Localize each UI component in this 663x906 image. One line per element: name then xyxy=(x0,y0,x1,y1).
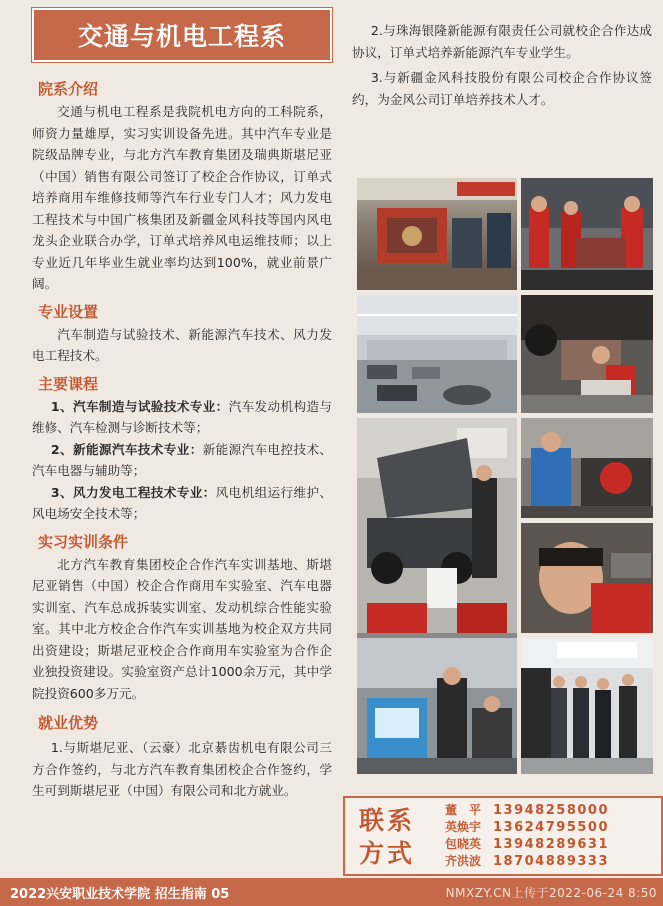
training-text: 北方汽车教育集团校企合作汽车实训基地、斯堪尼亚销售（中国）校企合作商用车实验室、汽车电器实训室、汽车总成拆装实训室、发动机综合性能实验室。其中北方校企合作汽车实训基地为校企双方共同出资建设；斯堪尼亚校企合作商用车实验室为合作企业独投资建设。实验室资产总计1000余万元，其中学院投资600多万元。 xyxy=(32,556,332,701)
course-item: 3、风力发电工程技术专业：风电机组运行维护、风电场安全技术等； xyxy=(32,484,332,521)
intro-text: 交通与机电工程系是我院机电方向的工科院系，师资力量雄厚，实习实训设备先进。其中汽车专业是院级品牌专业，与北方汽车教育集团及瑞典斯堪尼亚（中国）销售有限公司签订了校企合作协议，订单式培养商用车维修技师等汽车行业专门人才；风力发电工程技术与中国广核集团及新疆金风科技等国内风电龙头企业联合办学，订单式培养风电运维技师；以上专业近几年毕业生就业率均达到100%，就业前景广阔。 xyxy=(32,104,332,291)
photo-engine-workshop xyxy=(357,178,517,290)
contact-row: 齐洪波 18704889333 xyxy=(445,854,609,869)
photo-training-hall xyxy=(357,295,517,413)
contact-row: 包晓英 13948289631 xyxy=(445,837,609,852)
right-text-column xyxy=(352,20,652,110)
course-item: 2、新能源汽车技术专业：新能源汽车电控技术、汽车电器与辅助等； xyxy=(32,441,332,478)
courses-heading: 主要课程 xyxy=(38,374,99,393)
footer-page-label: 2022兴安职业技术学院 招生指南 05 xyxy=(10,887,230,902)
contact-label: 联系 方式 xyxy=(359,806,416,868)
contact-row: 英焕宇 13624795500 xyxy=(445,820,609,835)
employment-item: 1.与斯堪尼亚、（云豪）北京綦齿机电有限公司三方合作签约，与北方汽车教育集团校企合作签约，学生可到斯堪尼亚（中国）有限公司和北方就业。 xyxy=(32,740,332,798)
employment-item: 2.与珠海银隆新能源有限责任公司就校企合作达成协议，订单式培养新能源汽车专业学生。 xyxy=(352,23,652,60)
employment-heading: 就业优势 xyxy=(38,714,99,732)
training-heading: 实习实训条件 xyxy=(38,532,129,551)
photo-under-vehicle xyxy=(521,295,653,413)
majors-text: 汽车制造与试验技术、新能源汽车技术、风力发电工程技术。 xyxy=(32,326,332,363)
intro-heading: 院系介绍 xyxy=(38,80,99,98)
contact-row: 董 平 13948258000 xyxy=(445,803,609,818)
contact-box xyxy=(343,796,663,876)
page-title: 交通与机电工程系 xyxy=(32,8,332,62)
footer-bar xyxy=(0,878,663,906)
photo-student-group xyxy=(521,638,653,774)
left-column xyxy=(32,72,332,802)
photo-collage xyxy=(357,178,653,774)
majors-heading: 专业设置 xyxy=(38,302,99,321)
course-item: 1、汽车制造与试验技术专业：汽车发动机构造与维修、汽车检测与诊断技术等； xyxy=(32,398,332,435)
photo-closeup-student xyxy=(521,523,653,633)
contact-list xyxy=(445,802,609,870)
photo-control-panel xyxy=(357,638,517,774)
photo-students-red xyxy=(521,178,653,290)
employment-item: 3.与新疆金风科技股份有限公司校企合作协议签约，为金风公司订单培养技术人才。 xyxy=(352,70,652,107)
upload-watermark: NMXZY.CN上传于2022-06-24 8:50 xyxy=(445,886,657,900)
photo-car-open-hood xyxy=(357,418,517,643)
photo-student-machine xyxy=(521,418,653,518)
